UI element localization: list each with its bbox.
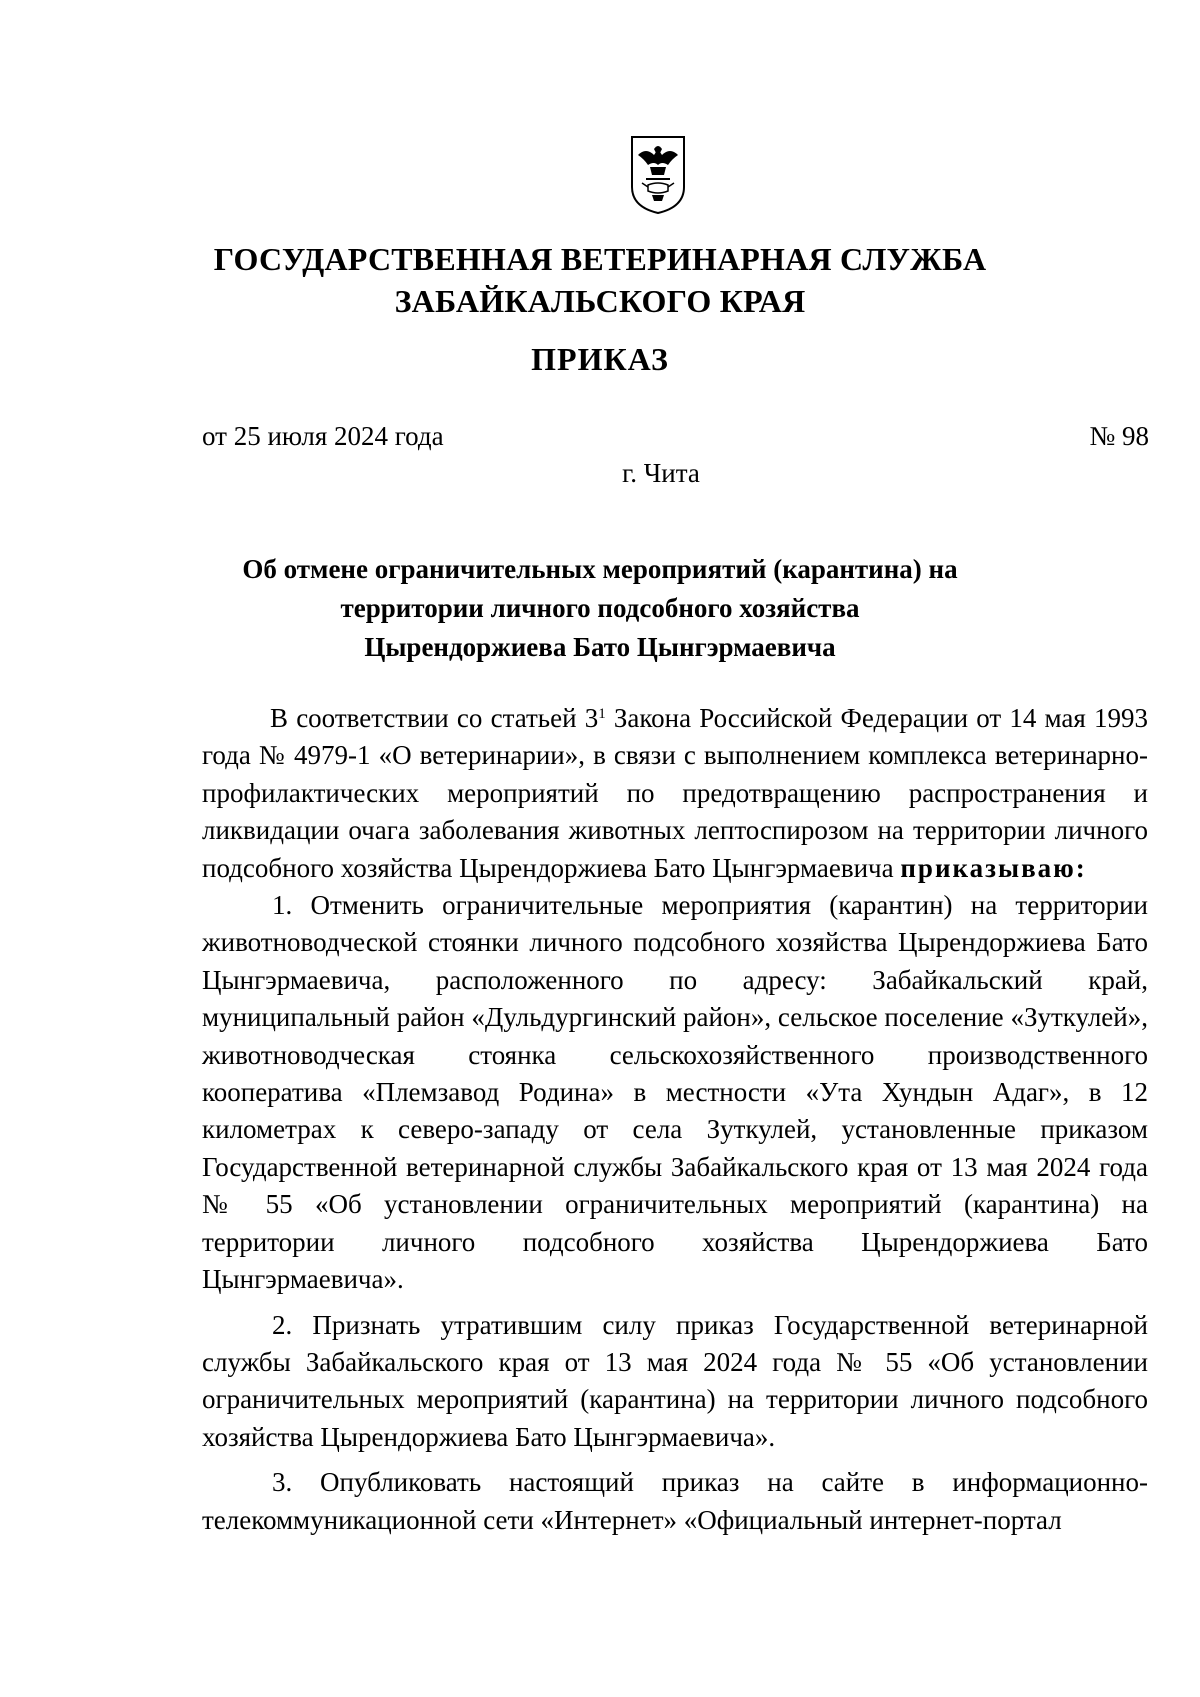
order-item-3: 3. Опубликовать настоящий приказ на сайте в информационно-телекоммуникационной сети «Интернет» «Официальный интернет-портал bbox=[202, 1467, 1148, 1535]
article-superscript: 1 bbox=[598, 706, 606, 722]
document-number: № 98 bbox=[1089, 421, 1149, 451]
command-word: приказываю: bbox=[900, 852, 1087, 883]
document-subject bbox=[0, 550, 1200, 667]
preamble-paragraph bbox=[202, 700, 1148, 887]
organization-name-line2: ЗАБАЙКАЛЬСКОГО КРАЯ bbox=[394, 283, 806, 319]
subject-line2: территории личного подсобного хозяйства bbox=[340, 593, 860, 623]
organization-name bbox=[0, 238, 1200, 322]
coat-of-arms-emblem-icon bbox=[628, 135, 688, 215]
document-date: от 25 июля 2024 года bbox=[202, 421, 444, 451]
preamble-text-rest: Закона Российской Федерации от 14 мая 1993 года № 4979-1 «О ветеринарии», в связи с выполнением комплекса ветеринарно-профилактических мероприятий по предотвращению распространения и ликвидации очага заболевания животных лептоспирозом на территории личного подсобного хозяйства Цырендоржиева Бато Цынгэрмаевича bbox=[202, 703, 1148, 883]
preamble-text-start: В соответствии со статьей 3 bbox=[270, 703, 599, 733]
subject-line1: Об отмене ограничительных мероприятий (карантина) на bbox=[242, 554, 958, 584]
order-item-2: 2. Признать утратившим силу приказ Государственной ветеринарной службы Забайкальского края от 13 мая 2024 года № 55 «Об установлении ограничительных мероприятий (карантина) на территории личного подсобного хозяйства Цырендоржиева Бато Цынгэрмаевича». bbox=[202, 1309, 1148, 1452]
document-body bbox=[202, 700, 1148, 1539]
document-type-title: ПРИКАЗ bbox=[531, 341, 669, 377]
order-item-1: 1. Отменить ограничительные мероприятия (карантин) на территории животноводческой стоянки личного подсобного хозяйства Цырендоржиева Бато Цынгэрмаевича, расположенного по адресу: Забайкальский край, муниципальный район «Дульдургинский район», сельское поселение «Зуткулей», животноводческая стоянка сельскохозяйственного производственного кооператива «Племзавод Родина» в местности «Ута Хундын Адаг», в 12 километрах к северо-западу от села Зуткулей, установленные приказом Государственной ветеринарной службы Забайкальского края от 13 мая 2024 года № 55 «Об установлении ограничительных мероприятий (карантина) на территории личного подсобного хозяйства Цырендоржиева Бато Цынгэрмаевича». bbox=[202, 890, 1148, 1295]
subject-line3: Цырендоржиева Бато Цынгэрмаевича bbox=[364, 632, 836, 662]
document-city: г. Чита bbox=[622, 458, 700, 488]
organization-name-line1: ГОСУДАРСТВЕННАЯ ВЕТЕРИНАРНАЯ СЛУЖБА bbox=[213, 241, 987, 277]
